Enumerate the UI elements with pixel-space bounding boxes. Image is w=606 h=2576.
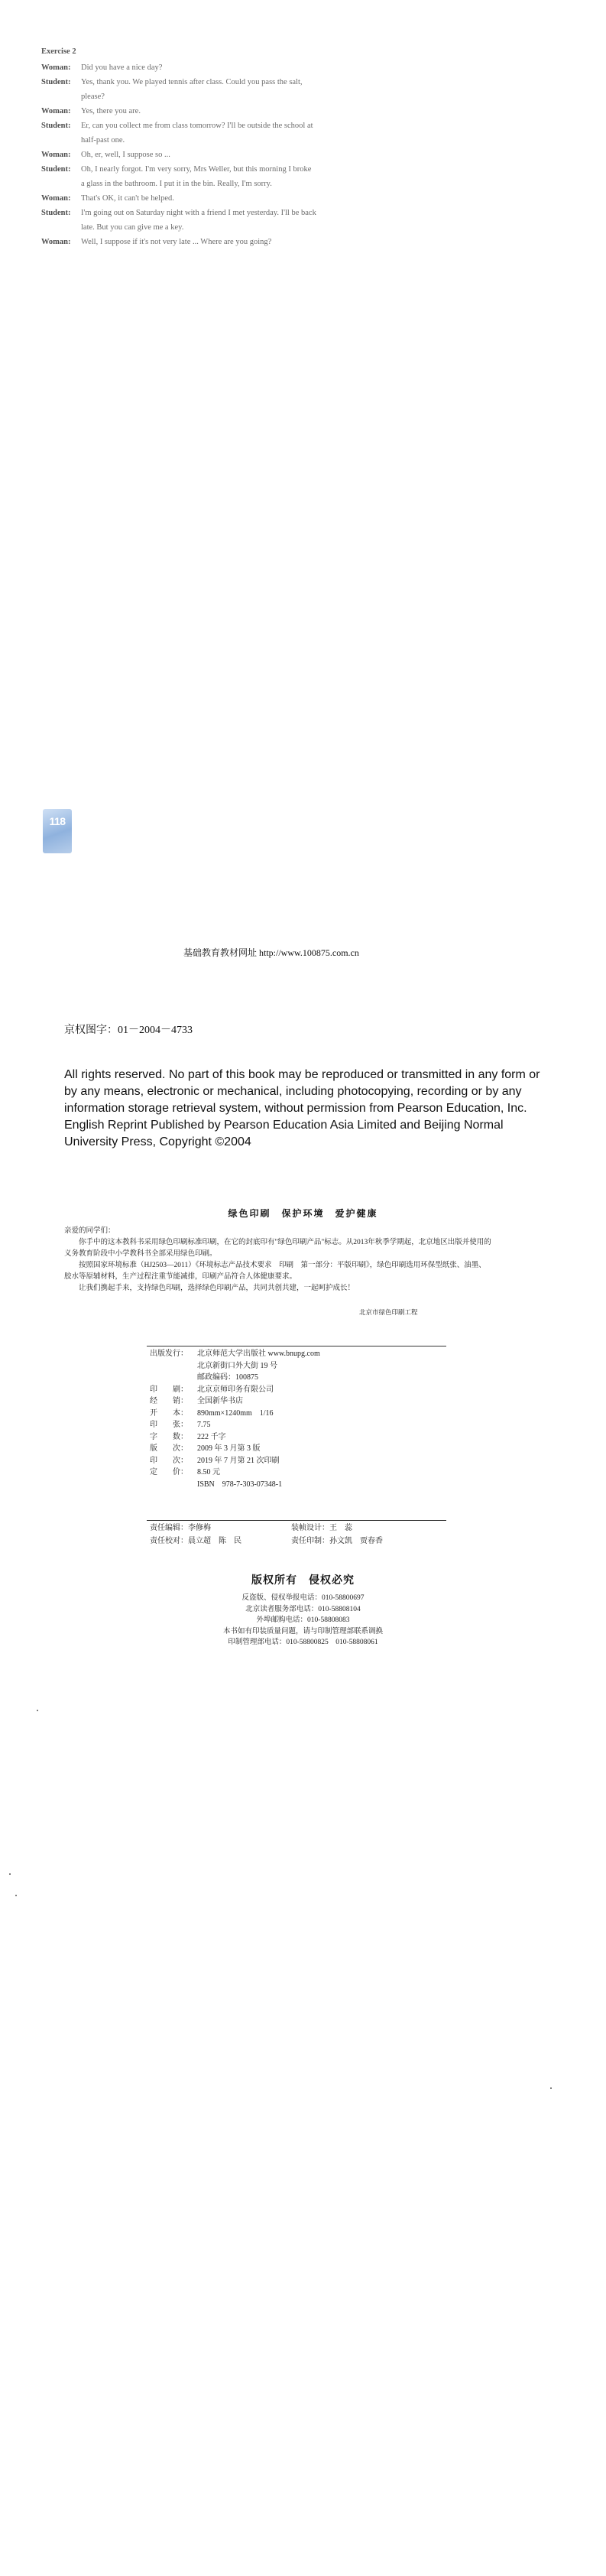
dialogue-line [41, 162, 316, 191]
speaker-label: Student: [41, 209, 71, 217]
contact-phones [0, 1593, 606, 1649]
publication-row [150, 1455, 448, 1467]
dialogue-line [41, 148, 316, 162]
editorial-credits [150, 1522, 455, 1548]
page-number: 118 [49, 815, 66, 827]
dialogue-line [41, 235, 316, 249]
phone-line: 反盗版、侵权举报电话：010-58800697 [241, 1594, 365, 1602]
speaker-label: Woman: [41, 63, 71, 72]
dialogue-line [41, 75, 316, 104]
line-text: Oh, er, well, I suppose so ... [81, 151, 170, 159]
green-paragraph: 让我们携起手来，支持绿色印刷，选择绿色印刷产品，共同共创共建，一起呵护成长！ [64, 1285, 355, 1292]
dialogue [41, 60, 316, 249]
credits-row [150, 1535, 455, 1548]
green-paragraph: 按照国家环境标准（HJ2503—2011）《环境标志产品技术要求 印刷 第一部分：平版印刷》，绿色印刷选用环保型纸张、油墨、胶水等原辅材料，生产过程注重节能减排，印刷产品符合人体健康要求。 [64, 1262, 486, 1281]
publication-label: 开 本： [150, 1408, 188, 1418]
green-printing-notice [64, 1226, 492, 1294]
speaker-label: Woman: [41, 151, 71, 159]
publication-label [150, 1360, 197, 1372]
line-text: Er, can you collect me from class tomorrow? I'll be outside the school at half-past one. [81, 122, 313, 145]
line-text: I'm going out on Saturday night with a friend I met yesterday. I'll be back late. But you can give me a key. [81, 209, 316, 232]
publication-row [150, 1479, 448, 1491]
publication-value: 2019 年 7 月第 21 次印刷 [197, 1456, 280, 1465]
dialogue-line [41, 191, 316, 206]
exercise-title: Exercise 2 [41, 47, 76, 56]
publication-row [150, 1431, 448, 1444]
phone-line: 外埠邮购电话：010-58808083 [256, 1616, 350, 1624]
publication-label: 印 刷： [150, 1385, 188, 1394]
publication-label: 版 次： [150, 1444, 188, 1453]
publication-row [150, 1395, 448, 1408]
publication-label [150, 1479, 197, 1491]
green-paragraph: 你手中的这本教科书采用绿色印刷标准印刷，在它的封底印有"绿色印刷产品"标志。从2013年秋季学期起，北京地区出版并使用的义务教育阶段中小学教科书全部采用绿色印刷。 [64, 1239, 491, 1258]
speaker-label: Student: [41, 165, 71, 174]
publication-row [150, 1360, 448, 1372]
dialogue-line [41, 206, 316, 235]
credits-row [150, 1522, 455, 1535]
publication-label: 经 销： [150, 1397, 188, 1405]
publication-info [150, 1348, 448, 1490]
divider [147, 1520, 446, 1521]
publication-label [150, 1372, 197, 1384]
scan-speck [37, 1710, 38, 1711]
green-paragraph: 亲爱的同学们： [64, 1227, 115, 1235]
publication-row [150, 1419, 448, 1431]
phone-line: 本书如有印装质量问题，请与印制管理部联系调换 [222, 1627, 383, 1636]
phone-line: 北京读者服务部电话：010-58808104 [245, 1605, 361, 1613]
publication-value: 北京新街口外大街 19 号 [197, 1361, 277, 1370]
line-text: That's OK, it can't be helped. [81, 194, 174, 203]
publication-label: 印 次： [150, 1456, 188, 1465]
publication-value: 北京师范大学出版社 www.bnupg.com [197, 1350, 320, 1358]
publication-row [150, 1467, 448, 1479]
publication-label: 印 张： [150, 1421, 188, 1429]
speaker-label: Student: [41, 78, 71, 86]
credit-entry: 责任印制：孙文凯 贾春香 [291, 1537, 383, 1545]
publication-label: 字 数： [150, 1432, 188, 1441]
publication-value: 890mm×1240mm 1/16 [197, 1408, 274, 1418]
publication-label: 定 价： [150, 1468, 188, 1476]
dialogue-line [41, 104, 316, 119]
speaker-label: Woman: [41, 238, 71, 246]
publication-value: 222 千字 [197, 1432, 226, 1441]
copyright-contract-number: 京权图字：01－2004－4733 [64, 1025, 193, 1036]
line-text: Yes, there you are. [81, 107, 141, 115]
publication-value: 邮政编码：100875 [197, 1373, 258, 1382]
rights-paragraph: All rights reserved. No part of this book may be reproduced or transmitted in any form or by any means, electronic or mechanical, including photocopying, recording or by any information storage retrieval system, without permission from Pearson Education, Inc. [64, 1068, 540, 1115]
rights-notice [64, 1067, 553, 1151]
speaker-label: Woman: [41, 107, 71, 115]
dialogue-line [41, 119, 316, 148]
credit-entry: 装帧设计：王 蕊 [291, 1524, 352, 1532]
publication-value: ISBN 978-7-303-07348-1 [197, 1480, 283, 1489]
publication-value: 2009 年 3 月第 3 版 [197, 1444, 261, 1453]
publication-value: 全国新华书店 [197, 1397, 243, 1405]
speaker-label: Woman: [41, 194, 71, 203]
scan-speck [9, 1873, 11, 1875]
dialogue-line [41, 60, 316, 75]
publication-value: 7.75 [197, 1421, 211, 1429]
line-text: Yes, thank you. We played tennis after class. Could you pass the salt, please? [81, 78, 303, 101]
publication-row [150, 1443, 448, 1455]
speaker-label: Student: [41, 122, 71, 130]
scan-speck [15, 1895, 17, 1896]
publication-value: 北京京师印务有限公司 [197, 1385, 274, 1394]
line-text: Well, I suppose if it's not very late ... Where are you going? [81, 238, 272, 246]
exercise-transcript [41, 44, 316, 249]
reprint-paragraph: English Reprint Published by Pearson Education Asia Limited and Beijing Normal University Press, Copyright ©2004 [64, 1119, 504, 1148]
publication-row [150, 1348, 448, 1360]
publication-row [150, 1384, 448, 1396]
all-rights-reserved: 版权所有 侵权必究 [251, 1575, 355, 1587]
scan-speck [550, 2087, 552, 2089]
textbook-website: 基础教育教材网址 http://www.100875.com.cn [183, 947, 359, 958]
credit-entry: 责任校对：晨立超 陈 民 [150, 1537, 241, 1545]
green-printing-title: 绿色印刷 保护环境 爱护健康 [228, 1208, 378, 1219]
publication-value: 8.50 元 [197, 1468, 220, 1476]
publication-label: 出版发行： [150, 1350, 188, 1358]
line-text: Did you have a nice day? [81, 63, 163, 72]
line-text: Oh, I nearly forgot. I'm very sorry, Mrs Weller, but this morning I broke a glass in the bathroom. I put it in the bin. Really, I'm sorry. [81, 165, 312, 188]
publication-row [150, 1408, 448, 1420]
green-printing-signature: 北京市绿色印刷工程 [359, 1308, 418, 1316]
credit-entry: 责任编辑：李修梅 [150, 1524, 211, 1532]
publication-row [150, 1372, 448, 1384]
phone-line: 印制管理部电话：010-58800825 010-58808061 [228, 1639, 378, 1646]
